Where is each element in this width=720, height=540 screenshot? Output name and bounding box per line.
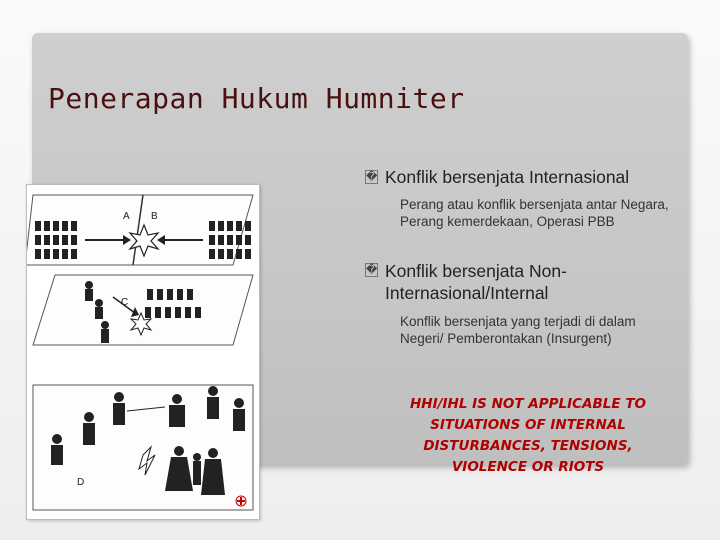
ihl-note: HHI/IHL IS NOT APPLICABLE TO SITUATIONS OF INTERNAL DISTURBANCES, TENSIONS, VIOLENCE OR RIOTS	[409, 396, 647, 475]
point-detail-international: Perang atau konflik bersenjata antar Negara, Perang kemerdekaan, Operasi PBB	[400, 197, 669, 229]
slide-title: Penerapan Hukum Humniter	[48, 82, 465, 115]
conflict-illustration	[26, 184, 260, 520]
bullet-icon: �	[366, 263, 378, 276]
conflict-scenarios-illustration-icon	[27, 185, 259, 519]
illustration-label-b: B	[151, 211, 158, 222]
point-detail-internal: Konflik bersenjata yang terjadi di dalam Negeri/ Pemberontakan (Insurgent)	[400, 314, 636, 346]
panel-international	[27, 195, 253, 265]
illustration-label-c: C	[121, 297, 129, 308]
point-heading-internal: Konflik bersenjata Non-Internasional/Internal	[385, 261, 567, 303]
illustration-label-a: A	[123, 211, 130, 222]
panel-internal	[33, 275, 253, 345]
bullet-icon: �	[366, 170, 378, 183]
panel-disturbances	[33, 385, 253, 510]
illustration-label-d: D	[77, 477, 85, 488]
point-heading-international: Konflik bersenjata Internasional	[385, 167, 630, 187]
